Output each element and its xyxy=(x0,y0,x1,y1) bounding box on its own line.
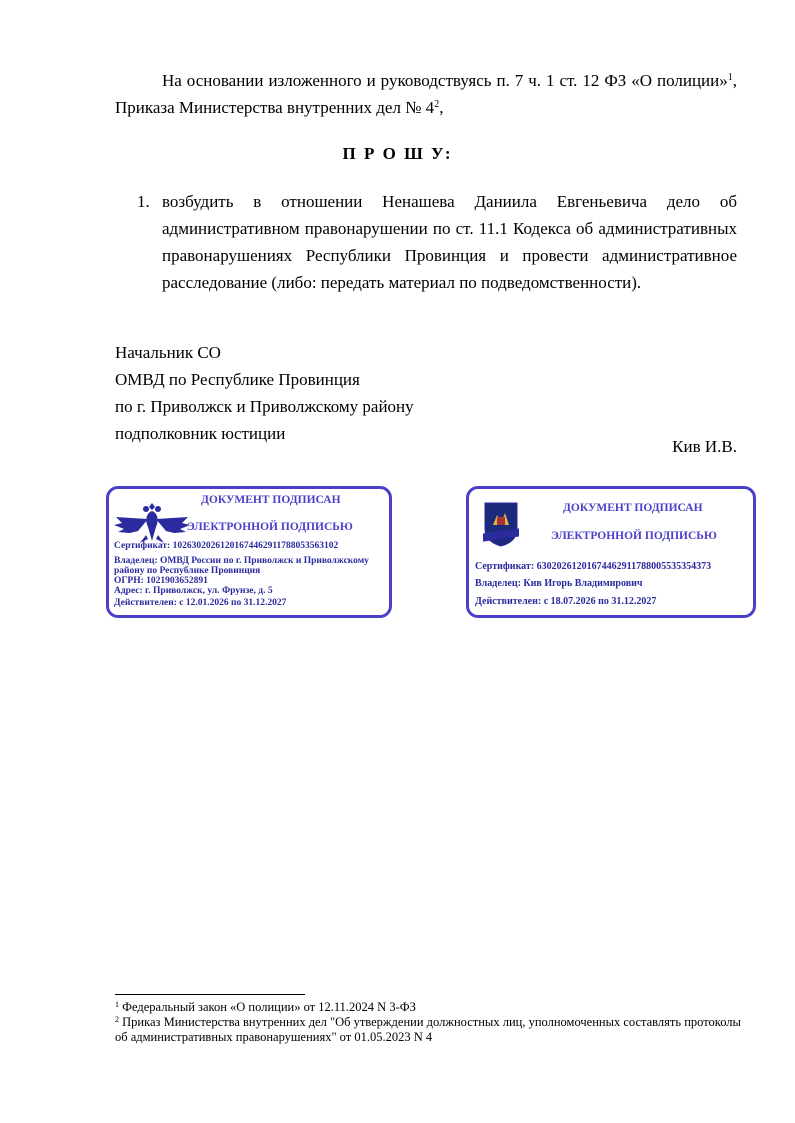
footnotes xyxy=(115,1000,745,1045)
stamp-left-address: Адрес: г. Приволжск, ул. Фрунзе, д. 5 xyxy=(114,586,273,596)
intro-text-c: , xyxy=(439,98,444,117)
stamp-left-certificate: Сертификат: 1026302026120167446291178805356310​2 xyxy=(114,541,339,551)
signature-position-1: Начальник СО xyxy=(115,343,221,362)
signature-position-2: ОМВД по Республике Провинция xyxy=(115,370,360,389)
footnote-1-text: Федеральный закон «О полиции» от 12.11.2024 N 3-ФЗ xyxy=(119,1000,416,1014)
stamp-left-title-2: ЭЛЕКТРОННОЙ ПОДПИСЬЮ xyxy=(187,521,353,533)
list-item-number: 1. xyxy=(137,192,150,211)
signature-block xyxy=(115,339,414,447)
intro-text-a: На основании изложенного и руководствуясь п. 7 ч. 1 ст. 12 ФЗ «О полиции» xyxy=(162,71,728,90)
list-item xyxy=(115,188,737,296)
footnote-ref-1: 1 xyxy=(727,72,733,83)
footnote-2-text: Приказ Министерства внутренних дел "Об утверждении должностных лиц, уполномоченных составлять протоколы об административных правонарушениях" от 01.05.2023 N 4 xyxy=(115,1015,741,1044)
stamp-right-title-2: ЭЛЕКТРОННОЙ ПОДПИСЬЮ xyxy=(551,530,717,542)
footnote-2-number: 2 xyxy=(115,1015,119,1024)
stamp-left-validity: Действителен: с 12.01.2026 по 31.12.2027 xyxy=(114,598,287,608)
stamp-right-title-1: ДОКУМЕНТ ПОДПИСАН xyxy=(563,502,703,514)
list-item-text: возбудить в отношении Ненашева Даниила Евгеньевича дело об административном правонарушении по ст. 11.1 Кодекса об административных правонарушениях Республики Провинция и провести административное расследование (либо: передать материал по подведомственности). xyxy=(162,192,737,292)
intro-paragraph xyxy=(115,67,737,121)
stamp-right-certificate: Сертификат: 630202612016744629117880055353543​73 xyxy=(475,561,712,572)
stamp-left-owner-1: Владелец: ОМВД России по г. Приволжск и Приволжскому xyxy=(114,556,369,566)
stamp-left-ogrn: ОГРН: 1021903652891 xyxy=(114,576,208,586)
footnote-1 xyxy=(115,1000,745,1015)
eagle-emblem-icon xyxy=(112,497,192,545)
intro-text-b: , Приказа Министерства внутренних дел № 4 xyxy=(115,71,737,117)
footnote-2 xyxy=(115,1015,745,1045)
stamp-left-owner-2: району по Республике Провинция xyxy=(114,566,261,576)
footnote-separator xyxy=(115,994,305,995)
stamp-right-validity: Действителен: с 18.07.2026 по 31.12.2027 xyxy=(475,596,657,607)
city-coat-of-arms-icon xyxy=(483,501,519,547)
e-signature-stamp-right xyxy=(466,486,756,618)
e-signature-stamp-left xyxy=(106,486,392,618)
footnote-1-number: 1 xyxy=(115,1000,119,1009)
signatory-name: Кив И.В. xyxy=(672,437,737,456)
signature-rank: подполковник юстиции xyxy=(115,424,286,443)
request-list xyxy=(115,188,737,296)
stamp-right-owner: Владелец: Кив Игорь Владимирович xyxy=(475,578,643,589)
signature-position-3: по г. Приволжск и Приволжскому району xyxy=(115,397,414,416)
request-heading: П Р О Ш У: xyxy=(342,144,453,163)
stamp-left-title-1: ДОКУМЕНТ ПОДПИСАН xyxy=(201,494,341,506)
footnote-ref-2: 2 xyxy=(434,99,440,110)
